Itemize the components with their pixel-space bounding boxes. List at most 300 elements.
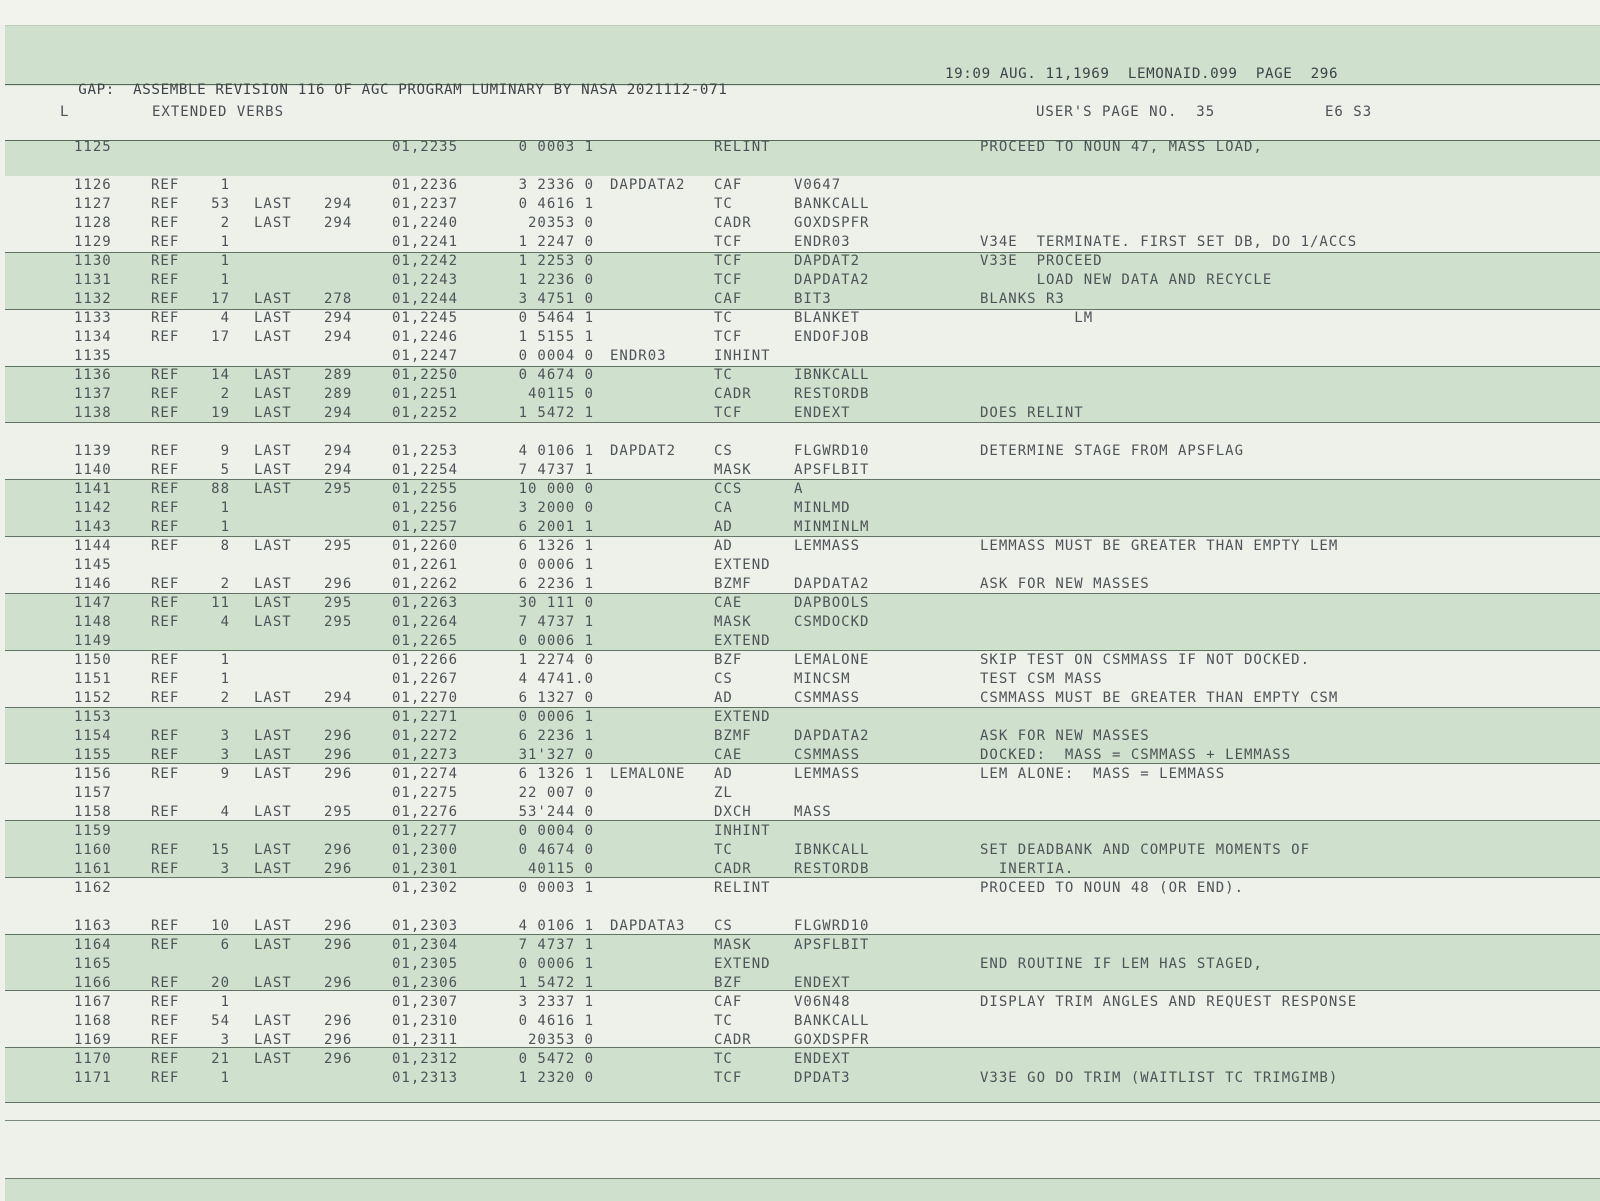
listing-row (0, 994, 1600, 1013)
address: 01,2250 (392, 367, 459, 383)
octal-code: 0 4674 0 (518, 842, 594, 858)
ref-count: 2 (220, 215, 230, 231)
last-marker: LAST (254, 690, 292, 706)
line-number: 1137 (74, 386, 112, 402)
last-marker: LAST (254, 747, 292, 763)
address: 01,2300 (392, 842, 459, 858)
listing-row (0, 975, 1600, 994)
operand: BLANKET (794, 310, 861, 326)
address: 01,2241 (392, 234, 459, 250)
opcode: TCF (714, 253, 743, 269)
opcode: EXTEND (714, 709, 771, 725)
octal-code: 0 5472 0 (518, 1051, 594, 1067)
operand: APSFLBIT (794, 462, 870, 478)
listing-row (0, 386, 1600, 405)
listing-row (0, 690, 1600, 709)
last-page: 294 (324, 443, 353, 459)
listing-row (0, 291, 1600, 310)
symbol-label: LEMALONE (610, 766, 686, 782)
address: 01,2236 (392, 177, 459, 193)
comment: END ROUTINE IF LEM HAS STAGED, (980, 956, 1263, 972)
address: 01,2310 (392, 1013, 459, 1029)
last-marker: LAST (254, 443, 292, 459)
operand: DAPDATA2 (794, 728, 870, 744)
listing-row (0, 576, 1600, 595)
opcode: CADR (714, 386, 752, 402)
opcode: TC (714, 310, 733, 326)
line-number: 1152 (74, 690, 112, 706)
ref-count: 2 (220, 576, 230, 592)
line-number: 1131 (74, 272, 112, 288)
line-number: 1168 (74, 1013, 112, 1029)
line-number: 1167 (74, 994, 112, 1010)
operand: FLGWRD10 (794, 918, 870, 934)
last-marker: LAST (254, 576, 292, 592)
operand: LEMMASS (794, 766, 861, 782)
ref-count: 11 (211, 595, 230, 611)
address: 01,2254 (392, 462, 459, 478)
octal-code: 0 0004 0 (518, 823, 594, 839)
last-page: 296 (324, 937, 353, 953)
octal-code: 20353 0 (527, 1032, 594, 1048)
last-page: 296 (324, 576, 353, 592)
symbol-label: DAPDATA3 (610, 918, 686, 934)
paper-margin (0, 0, 1600, 25)
last-page: 295 (324, 481, 353, 497)
last-marker: LAST (254, 1051, 292, 1067)
ref-marker: REF (151, 310, 180, 326)
listing-row (0, 766, 1600, 785)
opcode: TCF (714, 405, 743, 421)
opcode: TC (714, 1051, 733, 1067)
address: 01,2263 (392, 595, 459, 611)
ref-count: 1 (220, 1070, 230, 1086)
address: 01,2246 (392, 329, 459, 345)
address: 01,2243 (392, 272, 459, 288)
ref-marker: REF (151, 367, 180, 383)
ref-marker: REF (151, 690, 180, 706)
ref-count: 3 (220, 728, 230, 744)
opcode: CADR (714, 1032, 752, 1048)
octal-code: 6 2236 1 (518, 728, 594, 744)
opcode: BZMF (714, 576, 752, 592)
octal-code: 40115 0 (527, 386, 594, 402)
ref-count: 10 (211, 918, 230, 934)
ref-count: 3 (220, 861, 230, 877)
opcode: CAF (714, 177, 743, 193)
line-number: 1145 (74, 557, 112, 573)
listing-row (0, 139, 1600, 158)
listing-row (0, 652, 1600, 671)
octal-code: 1 5472 1 (518, 975, 594, 991)
ref-marker: REF (151, 614, 180, 630)
opcode: BZF (714, 975, 743, 991)
line-number: 1140 (74, 462, 112, 478)
ref-marker: REF (151, 462, 180, 478)
address: 01,2265 (392, 633, 459, 649)
band-rule (5, 1102, 1600, 1103)
octal-code: 30 111 0 (518, 595, 594, 611)
opcode: BZMF (714, 728, 752, 744)
symbol-label: ENDR03 (610, 348, 667, 364)
operand: ENDOFJOB (794, 329, 870, 345)
octal-code: 40115 0 (527, 861, 594, 877)
ref-count: 2 (220, 386, 230, 402)
ref-count: 21 (211, 1051, 230, 1067)
line-number: 1143 (74, 519, 112, 535)
listing-row (0, 405, 1600, 424)
listing-row (0, 462, 1600, 481)
ref-count: 19 (211, 405, 230, 421)
line-number: 1129 (74, 234, 112, 250)
ref-count: 6 (220, 937, 230, 953)
opcode: TCF (714, 329, 743, 345)
opcode: RELINT (714, 139, 771, 155)
ref-count: 1 (220, 652, 230, 668)
opcode: TC (714, 196, 733, 212)
ref-marker: REF (151, 918, 180, 934)
operand: A (794, 481, 804, 497)
address: 01,2262 (392, 576, 459, 592)
line-number: 1134 (74, 329, 112, 345)
ref-marker: REF (151, 937, 180, 953)
line-number: 1142 (74, 500, 112, 516)
comment: DOCKED: MASS = CSMMASS + LEMMASS (980, 747, 1292, 763)
ref-count: 3 (220, 1032, 230, 1048)
last-marker: LAST (254, 196, 292, 212)
listing-row (0, 196, 1600, 215)
line-number: 1169 (74, 1032, 112, 1048)
octal-code: 6 1326 1 (518, 766, 594, 782)
ref-marker: REF (151, 443, 180, 459)
listing-row (0, 519, 1600, 538)
listing-row (0, 937, 1600, 956)
listing-row (0, 728, 1600, 747)
last-page: 295 (324, 804, 353, 820)
ref-count: 1 (220, 519, 230, 535)
opcode: TC (714, 1013, 733, 1029)
ref-marker: REF (151, 1051, 180, 1067)
comment: BLANKS R3 (980, 291, 1065, 307)
last-page: 294 (324, 405, 353, 421)
address: 01,2311 (392, 1032, 459, 1048)
ref-marker: REF (151, 500, 180, 516)
ref-marker: REF (151, 1013, 180, 1029)
listing-row (0, 842, 1600, 861)
ref-marker: REF (151, 576, 180, 592)
code-reference: E6 S3 (1325, 104, 1373, 120)
last-page: 278 (324, 291, 353, 307)
last-page: 289 (324, 386, 353, 402)
ref-count: 53 (211, 196, 230, 212)
ref-marker: REF (151, 519, 180, 535)
last-page: 296 (324, 975, 353, 991)
ref-marker: REF (151, 1070, 180, 1086)
comment: PROCEED TO NOUN 47, MASS LOAD, (980, 139, 1263, 155)
octal-code: 3 2337 1 (518, 994, 594, 1010)
operand: GOXDSPFR (794, 1032, 870, 1048)
last-marker: LAST (254, 538, 292, 554)
last-page: 296 (324, 1051, 353, 1067)
opcode: ZL (714, 785, 733, 801)
line-number: 1163 (74, 918, 112, 934)
operand: V0647 (794, 177, 842, 193)
operand: MINLMD (794, 500, 851, 516)
address: 01,2305 (392, 956, 459, 972)
ref-marker: REF (151, 1032, 180, 1048)
address: 01,2267 (392, 671, 459, 687)
operand: V06N48 (794, 994, 851, 1010)
opcode: RELINT (714, 880, 771, 896)
octal-code: 0 4616 1 (518, 1013, 594, 1029)
ref-marker: REF (151, 538, 180, 554)
last-page: 296 (324, 861, 353, 877)
listing-row (0, 310, 1600, 329)
opcode: CA (714, 500, 733, 516)
opcode: CAF (714, 291, 743, 307)
line-number: 1153 (74, 709, 112, 725)
address: 01,2244 (392, 291, 459, 307)
ref-count: 17 (211, 329, 230, 345)
line-number: 1132 (74, 291, 112, 307)
operand: CSMMASS (794, 747, 861, 763)
ref-marker: REF (151, 177, 180, 193)
octal-code: 20353 0 (527, 215, 594, 231)
line-number: 1149 (74, 633, 112, 649)
octal-code: 1 5155 1 (518, 329, 594, 345)
comment: CSMMASS MUST BE GREATER THAN EMPTY CSM (980, 690, 1339, 706)
ref-marker: REF (151, 652, 180, 668)
users-page-number: USER'S PAGE NO. 35 (1036, 104, 1216, 120)
address: 01,2256 (392, 500, 459, 516)
opcode: TC (714, 842, 733, 858)
section-title: EXTENDED VERBS (152, 104, 285, 120)
octal-code: 0 4616 1 (518, 196, 594, 212)
ref-count: 1 (220, 272, 230, 288)
line-number: 1150 (74, 652, 112, 668)
ref-count: 1 (220, 994, 230, 1010)
operand: LEMALONE (794, 652, 870, 668)
last-page: 296 (324, 728, 353, 744)
address: 01,2272 (392, 728, 459, 744)
last-marker: LAST (254, 1013, 292, 1029)
comment: V33E GO DO TRIM (WAITLIST TC TRIMGIMB) (980, 1070, 1339, 1086)
listing-row (0, 709, 1600, 728)
last-marker: LAST (254, 614, 292, 630)
listing-row (0, 1032, 1600, 1051)
line-number: 1125 (74, 139, 112, 155)
octal-code: 0 0006 1 (518, 557, 594, 573)
ref-count: 1 (220, 253, 230, 269)
ref-count: 8 (220, 538, 230, 554)
ref-marker: REF (151, 291, 180, 307)
address: 01,2302 (392, 880, 459, 896)
comment: ASK FOR NEW MASSES (980, 728, 1150, 744)
address: 01,2264 (392, 614, 459, 630)
last-page: 294 (324, 215, 353, 231)
opcode: AD (714, 766, 733, 782)
address: 01,2255 (392, 481, 459, 497)
opcode: AD (714, 519, 733, 535)
comment: LM (980, 310, 1094, 326)
address: 01,2304 (392, 937, 459, 953)
ref-marker: REF (151, 975, 180, 991)
octal-code: 0 0003 1 (518, 139, 594, 155)
line-number: 1158 (74, 804, 112, 820)
ref-count: 20 (211, 975, 230, 991)
listing-row (0, 861, 1600, 880)
opcode: CS (714, 443, 733, 459)
operand: APSFLBIT (794, 937, 870, 953)
listing-row (0, 1070, 1600, 1089)
ref-count: 1 (220, 671, 230, 687)
last-marker: LAST (254, 728, 292, 744)
opcode: CS (714, 918, 733, 934)
address: 01,2257 (392, 519, 459, 535)
operand: BANKCALL (794, 196, 870, 212)
octal-code: 3 4751 0 (518, 291, 594, 307)
line-number: 1159 (74, 823, 112, 839)
comment: PROCEED TO NOUN 48 (OR END). (980, 880, 1245, 896)
ref-count: 54 (211, 1013, 230, 1029)
octal-code: 53'244 0 (518, 804, 594, 820)
line-number: 1157 (74, 785, 112, 801)
octal-code: 0 0003 1 (518, 880, 594, 896)
footer-band (5, 1178, 1600, 1201)
line-number: 1136 (74, 367, 112, 383)
octal-code: 1 2247 0 (518, 234, 594, 250)
line-number: 1164 (74, 937, 112, 953)
ref-count: 1 (220, 177, 230, 193)
octal-code: 31'327 0 (518, 747, 594, 763)
ref-count: 88 (211, 481, 230, 497)
last-marker: LAST (254, 804, 292, 820)
line-number: 1165 (74, 956, 112, 972)
listing-row (0, 614, 1600, 633)
listing-row (0, 956, 1600, 975)
opcode: EXTEND (714, 557, 771, 573)
opcode: BZF (714, 652, 743, 668)
octal-code: 1 2274 0 (518, 652, 594, 668)
octal-code: 3 2000 0 (518, 500, 594, 516)
operand: RESTORDB (794, 861, 870, 877)
operand: MASS (794, 804, 832, 820)
address: 01,2242 (392, 253, 459, 269)
octal-code: 0 5464 1 (518, 310, 594, 326)
last-page: 296 (324, 747, 353, 763)
last-page: 294 (324, 196, 353, 212)
line-number: 1139 (74, 443, 112, 459)
line-number: 1151 (74, 671, 112, 687)
last-page: 294 (324, 329, 353, 345)
last-page: 294 (324, 690, 353, 706)
opcode: CAE (714, 595, 743, 611)
opcode: DXCH (714, 804, 752, 820)
last-marker: LAST (254, 215, 292, 231)
line-number: 1130 (74, 253, 112, 269)
last-page: 295 (324, 614, 353, 630)
line-number: 1162 (74, 880, 112, 896)
octal-code: 6 2236 1 (518, 576, 594, 592)
ref-marker: REF (151, 329, 180, 345)
last-marker: LAST (254, 462, 292, 478)
last-page: 296 (324, 1013, 353, 1029)
opcode: MASK (714, 614, 752, 630)
comment: LEM ALONE: MASS = LEMMASS (980, 766, 1226, 782)
operand: MINCSM (794, 671, 851, 687)
address: 01,2306 (392, 975, 459, 991)
ref-marker: REF (151, 747, 180, 763)
ref-marker: REF (151, 405, 180, 421)
comment: V34E TERMINATE. FIRST SET DB, DO 1/ACCS (980, 234, 1358, 250)
operand: ENDEXT (794, 975, 851, 991)
line-number: 1166 (74, 975, 112, 991)
listing-row (0, 747, 1600, 766)
octal-code: 10 000 0 (518, 481, 594, 497)
comment: V33E PROCEED (980, 253, 1103, 269)
ref-count: 5 (220, 462, 230, 478)
comment: LOAD NEW DATA AND RECYCLE (980, 272, 1273, 288)
last-marker: LAST (254, 405, 292, 421)
octal-code: 1 2320 0 (518, 1070, 594, 1086)
symbol-label: DAPDATA2 (610, 177, 686, 193)
listing-row (0, 367, 1600, 386)
address: 01,2247 (392, 348, 459, 364)
address: 01,2252 (392, 405, 459, 421)
last-page: 289 (324, 367, 353, 383)
ref-count: 1 (220, 234, 230, 250)
address: 01,2274 (392, 766, 459, 782)
listing-row (0, 1051, 1600, 1070)
address: 01,2271 (392, 709, 459, 725)
last-page: 295 (324, 595, 353, 611)
listing-row (0, 253, 1600, 272)
listing-row (0, 177, 1600, 196)
ref-marker: REF (151, 804, 180, 820)
listing-row (0, 538, 1600, 557)
address: 01,2276 (392, 804, 459, 820)
ref-count: 17 (211, 291, 230, 307)
last-marker: LAST (254, 975, 292, 991)
last-marker: LAST (254, 367, 292, 383)
last-marker: LAST (254, 937, 292, 953)
last-marker: LAST (254, 386, 292, 402)
operand: ENDEXT (794, 405, 851, 421)
address: 01,2237 (392, 196, 459, 212)
octal-code: 7 4737 1 (518, 614, 594, 630)
ref-marker: REF (151, 272, 180, 288)
ref-marker: REF (151, 728, 180, 744)
listing-row (0, 500, 1600, 519)
ref-marker: REF (151, 253, 180, 269)
line-number: 1128 (74, 215, 112, 231)
address: 01,2273 (392, 747, 459, 763)
listing-row (0, 671, 1600, 690)
line-number: 1154 (74, 728, 112, 744)
address: 01,2240 (392, 215, 459, 231)
listing-row (0, 215, 1600, 234)
opcode: CADR (714, 861, 752, 877)
opcode: INHINT (714, 348, 771, 364)
octal-code: 22 007 0 (518, 785, 594, 801)
octal-code: 0 0006 1 (518, 633, 594, 649)
ref-count: 15 (211, 842, 230, 858)
last-marker: LAST (254, 766, 292, 782)
operand: ENDEXT (794, 1051, 851, 1067)
listing-row (0, 1013, 1600, 1032)
ref-count: 4 (220, 310, 230, 326)
opcode: MASK (714, 937, 752, 953)
